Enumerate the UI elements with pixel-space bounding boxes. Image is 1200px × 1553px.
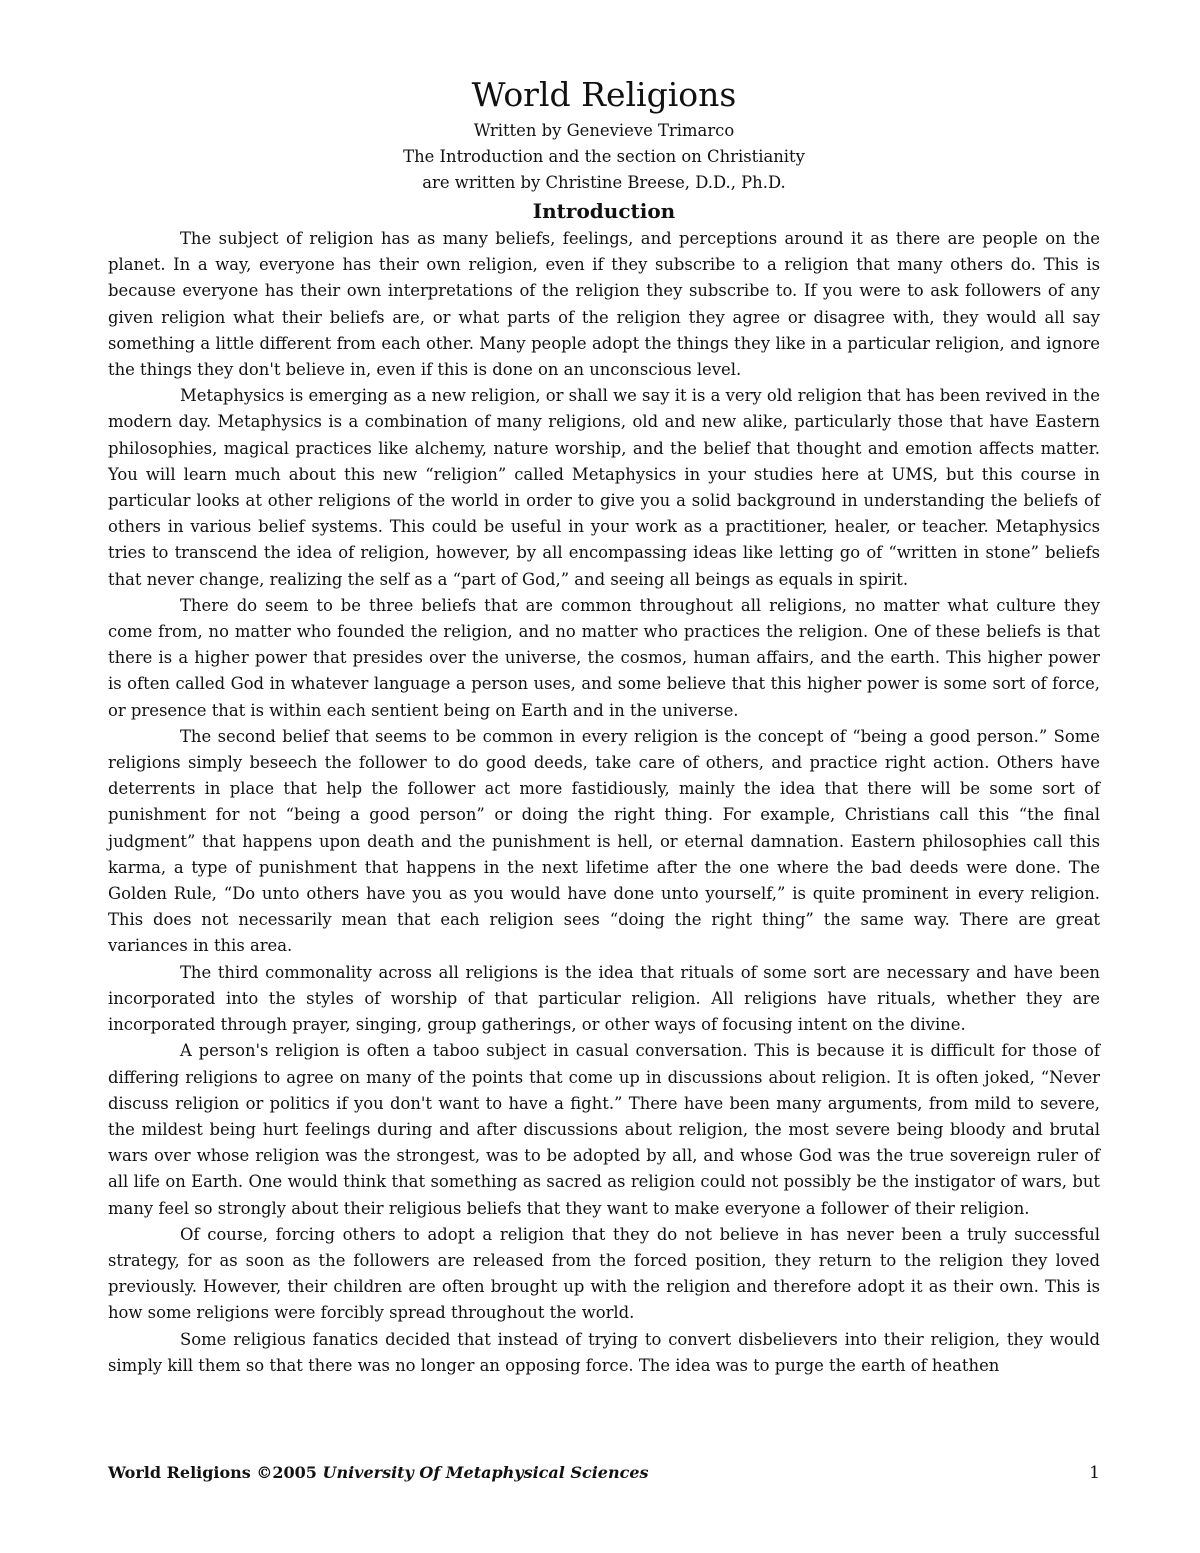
page-footer (108, 1458, 1100, 1488)
paragraph: Metaphysics is emerging as a new religion, or shall we say it is a very old religion that has been revived in the modern day. Metaphysics is a combination of many religions, old and new alike, particularly those that have Eastern philosophies, magical practices like alchemy, nature worship, and the belief that thought and emotion affects matter. You will learn much about this new “religion” called Metaphysics in your studies here at UMS, but this course in particular looks at other religions of the world in order to give you a solid background in understanding the beliefs of others in various belief systems. This could be useful in your work as a practitioner, healer, or teacher. Metaphysics tries to transcend the idea of religion, however, by all encompassing ideas like letting go of “written in stone” beliefs that never change, realizing the self as a “part of God,” and seeing all beings as equals in spirit. (108, 386, 1100, 589)
page-number: 1 (1089, 1463, 1100, 1483)
paragraph: Some religious fanatics decided that instead of trying to convert disbelievers into their religion, they would simply kill them so that there was no longer an opposing force. The idea was to purge the earth of heathen (108, 1329, 1100, 1375)
credit-line-2: are written by Christine Breese, D.D., Ph.D. (422, 173, 786, 192)
paragraph: The third commonality across all religions is the idea that rituals of some sort are necessary and have been incorporated into the styles of worship of that particular religion. All religions have rituals, whether they are incorporated through prayer, singing, group gatherings, or other ways of focusing intent on the divine. (108, 962, 1100, 1035)
footer-credit (108, 1458, 649, 1488)
credit-line-1: The Introduction and the section on Christianity (403, 147, 805, 166)
paragraph: Of course, forcing others to adopt a religion that they do not believe in has never been a truly successful strategy, for as soon as the followers are released from the forced position, they return to the religion they loved previously. However, their children are often brought up with the religion and therefore adopt it as their own. This is how some religions were forcibly spread throughout the world. (108, 1224, 1100, 1323)
author-line: Written by Genevieve Trimarco (473, 121, 735, 140)
document-page (108, 72, 1100, 1492)
footer-title: World Religions (108, 1463, 251, 1482)
footer-copyright: ©2005 (256, 1463, 317, 1482)
document-title: World Religions (471, 75, 737, 114)
paragraph: A person's religion is often a taboo subject in casual conversation. This is because it is difficult for those of differing religions to agree on many of the points that come up in discussions about religion. It is often joked, “Never discuss religion or politics if you don't want to have a fight.” There have been many arguments, from mild to severe, the mildest being hurt feelings during and after discussions about religion, the most severe being bloody and brutal wars over whose religion was the strongest, was to be adopted by all, and whose God was the true sovereign ruler of all life on Earth. One would think that something as sacred as religion could not possibly be the instigator of wars, but many feel so strongly about their religious beliefs that they want to make everyone a follower of their religion. (108, 1041, 1100, 1218)
body-text (108, 226, 1100, 1379)
paragraph: The second belief that seems to be common in every religion is the concept of “being a good person.” Some religions simply beseech the follower to do good deeds, take care of others, and practice right action. Others have deterrents in place that help the follower act more fastidiously, mainly the idea that there will be some sort of punishment for not “being a good person” or doing the right thing. For example, Christians call this “the final judgment” that happens upon death and the punishment is hell, or eternal damnation. Eastern philosophies call this karma, a type of punishment that happens in the next lifetime after the one where the bad deeds were done. The Golden Rule, “Do unto others have you as you would have done unto yourself,” is quite prominent in every religion. This does not necessarily mean that each religion sees “doing the right thing” the same way. There are great variances in this area. (108, 726, 1100, 956)
footer-institution: University Of Metaphysical Sciences (322, 1463, 649, 1482)
paragraph: There do seem to be three beliefs that are common throughout all religions, no matter what culture they come from, no matter who founded the religion, and no matter who practices the religion. One of these beliefs is that there is a higher power that presides over the universe, the cosmos, human affairs, and the earth. This higher power is often called God in whatever language a person uses, and some believe that this higher power is some sort of force, or presence that is within each sentient being on Earth and in the universe. (108, 595, 1100, 720)
paragraph: The subject of religion has as many beliefs, feelings, and perceptions around it as there are people on the planet. In a way, everyone has their own religion, even if they subscribe to a religion that many others do. This is because everyone has their own interpretations of the religion they subscribe to. If you were to ask followers of any given religion what their beliefs are, or what parts of the religion they agree or disagree with, they would all say something a little different from each other. Many people adopt the things they like in a particular religion, and ignore the things they don't believe in, even if this is done on an unconscious level. (108, 229, 1100, 380)
section-heading: Introduction (532, 199, 676, 223)
